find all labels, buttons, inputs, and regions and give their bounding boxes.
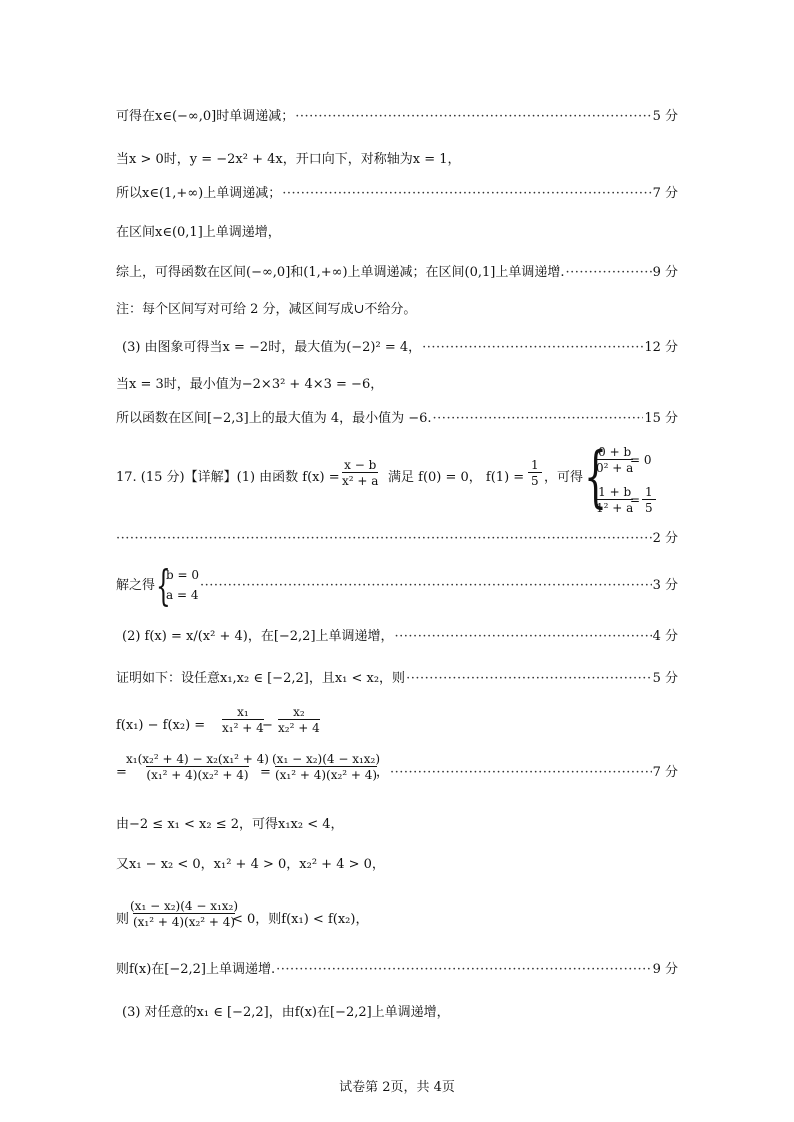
line-2: 当x > 0时，y = −2x² + 4x，开口向下，对称轴为x = 1， xyxy=(116,152,461,167)
system-eq2-rhs: = xyxy=(630,493,641,507)
fraction-numerator: x₂ xyxy=(293,705,305,719)
q17-intro-text: 17. (15 分)【详解】(1) 由函数 f(x) = xyxy=(116,470,340,485)
q17-score-line xyxy=(116,531,678,547)
line-7 xyxy=(122,340,678,356)
fraction-numerator: (x₁ − x₂)(4 − x₁x₂) xyxy=(272,752,381,766)
line-8: 当x = 3时，最小值为−2×3² + 4×3 = −6， xyxy=(116,377,384,392)
system-eq2-fraction xyxy=(596,485,633,515)
line-text: 所以x∈(1,+∞)上单调递减； xyxy=(116,186,282,201)
line-4: 在区间x∈(0,1]上单调递增， xyxy=(116,225,281,240)
fraction-numerator: 1 xyxy=(531,458,539,472)
fraction-denominator: (x₁² + 4)(x₂² + 4) xyxy=(146,768,249,782)
line-text: 综上，可得函数在区间(−∞,0]和(1,+∞)上单调递减；在区间(0,1]上单调递增. xyxy=(116,265,565,280)
score: 9 分 xyxy=(652,962,678,977)
diff-lhs: f(x₁) − f(x₂) = xyxy=(116,718,206,733)
q17-condition-fraction xyxy=(528,458,542,488)
line-6: 注：每个区间写对可给 2 分，减区间写成∪不给分。 xyxy=(116,302,417,317)
solve-score-line xyxy=(200,578,678,594)
leader-dots xyxy=(295,109,651,125)
line-1 xyxy=(116,109,678,125)
condition-text: 满足 f(0) = 0， f(1) = xyxy=(388,470,525,485)
q17-condition xyxy=(388,470,524,486)
leader-dots xyxy=(116,531,652,547)
fraction-numerator: x₁ xyxy=(237,705,249,719)
system-eq1-fraction xyxy=(596,445,633,475)
line-text: 可得在x∈(−∞,0]时单调递减； xyxy=(116,109,295,124)
part2-line-2 xyxy=(116,671,678,687)
fraction-numerator: 0 + b xyxy=(598,445,632,459)
fraction-denominator: x₁² + 4 xyxy=(222,721,264,735)
leader-dots xyxy=(390,765,652,781)
score: 12 分 xyxy=(644,340,678,355)
after-line-1: 由−2 ≤ x₁ < x₂ ≤ 2，可得x₁x₂ < 4， xyxy=(116,817,344,832)
then-fraction xyxy=(130,899,238,929)
leader-dots xyxy=(406,671,652,687)
part2-line-1 xyxy=(122,629,678,645)
solve-eq2: a = 4 xyxy=(166,588,199,602)
score: 5 分 xyxy=(652,671,678,686)
leader-dots xyxy=(433,411,644,427)
diff-eq-mid: = xyxy=(260,765,271,780)
leader-dots xyxy=(422,340,643,356)
score: 4 分 xyxy=(652,629,678,644)
line-text: 所以函数在区间[−2,3]上的最大值为 4，最小值为 −6. xyxy=(116,411,432,426)
line-text: 则f(x)在[−2,2]上单调递增. xyxy=(116,962,276,977)
q17-function-fraction xyxy=(342,458,378,488)
leader-dots xyxy=(276,962,651,978)
conclusion-line xyxy=(116,962,678,978)
diff-minus: − xyxy=(262,718,273,733)
fraction-numerator: x₁(x₂² + 4) − x₂(x₁² + 4) xyxy=(126,752,269,766)
system-brace: { xyxy=(584,438,608,515)
score: 3 分 xyxy=(652,578,678,593)
line-3 xyxy=(116,186,678,202)
diff-frac-a xyxy=(222,705,264,735)
fraction-numerator: 1 xyxy=(645,485,653,499)
line-9 xyxy=(116,411,678,427)
fraction-numerator: x − b xyxy=(344,458,377,472)
system-eq2-rhs-fraction xyxy=(642,485,656,515)
diff-eq-prefix: = xyxy=(116,765,127,780)
fraction-denominator: 0² + a xyxy=(596,461,634,475)
leader-dots xyxy=(566,265,652,281)
q17-get: ，可得 xyxy=(544,470,584,485)
score: 5 分 xyxy=(652,109,678,124)
score: 7 分 xyxy=(652,186,678,201)
fraction-denominator: (x₁² + 4)(x₂² + 4) xyxy=(274,768,378,782)
fraction-denominator: x₂² + 4 xyxy=(278,721,320,735)
line-5 xyxy=(116,265,678,281)
then-suffix: < 0，则f(x₁) < f(x₂)， xyxy=(232,912,369,927)
fraction-denominator: x² + a xyxy=(342,474,379,488)
page-footer: 试卷第 2页，共 4页 xyxy=(339,1080,455,1095)
solve-eq1: b = 0 xyxy=(166,568,199,582)
line-text: (3) 由图象可得当x = −2时，最大值为(−2)² = 4， xyxy=(122,340,422,355)
solve-brace: { xyxy=(156,561,171,610)
fraction-denominator: 5 xyxy=(528,472,542,488)
part3-line: (3) 对任意的x₁ ∈ [−2,2]，由f(x)在[−2,2]上单调递增， xyxy=(122,1005,450,1020)
score: 9 分 xyxy=(652,265,678,280)
diff-frac-d xyxy=(272,752,380,782)
diff-frac-b xyxy=(278,705,320,735)
system-eq1-rhs: = 0 xyxy=(630,453,652,467)
score: 7 分 xyxy=(652,765,678,780)
solve-prefix: 解之得 xyxy=(116,578,156,593)
line-text: 证明如下：设任意x₁,x₂ ∈ [−2,2]，且x₁ < x₂，则 xyxy=(116,671,406,686)
diff-frac-c xyxy=(126,752,269,782)
fraction-denominator: 1² + a xyxy=(596,501,634,515)
fraction-denominator: 5 xyxy=(642,499,656,515)
leader-dots xyxy=(395,629,652,645)
after-line-2: 又x₁ − x₂ < 0，x₁² + 4 > 0，x₂² + 4 > 0， xyxy=(116,857,385,872)
fraction-numerator: (x₁ − x₂)(4 − x₁x₂) xyxy=(130,899,239,913)
score: 15 分 xyxy=(644,411,678,426)
diff-tail: ， xyxy=(376,765,390,780)
fraction-denominator: (x₁² + 4)(x₂² + 4) xyxy=(132,915,236,929)
then-prefix: 则 xyxy=(116,912,130,927)
q17-intro xyxy=(116,470,340,486)
leader-dots xyxy=(282,186,651,202)
line-text: (2) f(x) = x/(x² + 4)，在[−2,2]上单调递增， xyxy=(122,629,394,644)
leader-dots xyxy=(200,578,652,594)
diff-score-line xyxy=(376,765,678,781)
score: 2 分 xyxy=(652,531,678,546)
fraction-numerator: 1 + b xyxy=(598,485,632,499)
